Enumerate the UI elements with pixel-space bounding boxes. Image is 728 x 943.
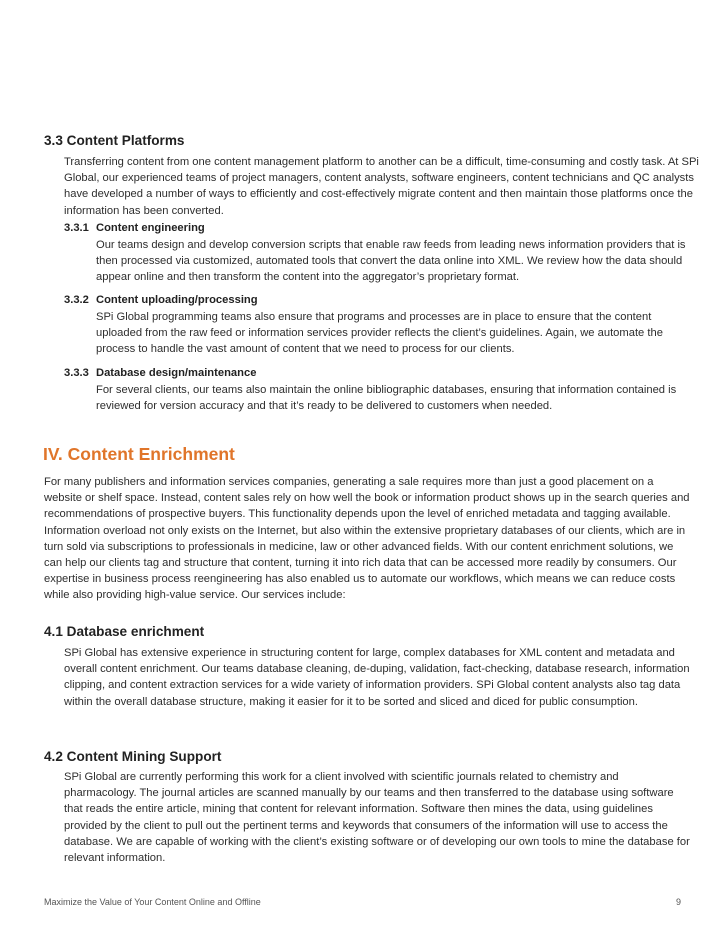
section-4-2-body: SPi Global are currently performing this work for a client involved with scientific journals related to chemistry and pharmacology. The journal articles are scanned manually by our teams and then transferred to the database using software that reads the entire article, mining that content for relevant information. Software then mines the data, using guidelines provided by the client to pull out the pertinent terms and keywords that consumers of the information will use to access the database. We are capable of working with the client’s existing software or of developing our own tools to mine the database for relevant information. <box>64 771 690 865</box>
section-4-1-body: SPi Global has extensive experience in structuring content for large, complex databases for XML content and metadata and overall content enrichment. Our teams database cleaning, de-duping, validation, fact-checking, database research, information clipping, and content extraction services for a wide variety of information providers. SPi Global content analysts also tag data within the overall database structure, making it easier for it to be sorted and sliced and diced for public consumption. <box>64 647 690 708</box>
subsection-3-3-2-body: SPi Global programming teams also ensure that programs and processes are in place to ensure that the content uploaded from the raw feed or information services provider reflects the client’s guidelines. Again, we automate the process to handle the vast amount of content that we need to process for our clients. <box>96 311 663 356</box>
section-iv-heading: IV. Content Enrichment <box>43 444 235 464</box>
section-iv-body: For many publishers and information services companies, generating a sale requires more than just a good placement on a website or shelf space. Instead, content sales rely on how well the book or information product shows up in the search queries and recommendations of prospective buyers. This functionality depends upon the level of enriched metadata and tagging available. Information overload not only exists on the Internet, but also within the extensive proprietary databases of our clients, which are in turn sold via subscriptions to professionals in medicine, law or other advanced fields. With our content enrichment solutions, we can help our clients tag and structure that content, turning it into rich data that can be accessed more readily by consumers. Our expertise in business process reengineering has also enabled us to automate our workflows, which means we can reduce costs while also providing high-value service. Our services include: <box>44 476 690 602</box>
subsection-3-3-3-body: For several clients, our teams also maintain the online bibliographic databases, ensuring that information contained is reviewed for version accuracy and that it’s ready to be delivered to customers when needed. <box>96 384 677 413</box>
section-3-3-body: Transferring content from one content management platform to another can be a difficult, time-consuming and costly task. At SPi Global, our experienced teams of project managers, content analysts, software engineers, content technicians and QC analysts have developed a number of ways to efficiently and cost-effectively migrate content and then maintain those platforms once the information has been converted. <box>64 156 699 217</box>
section-4-2-heading: 4.2 Content Mining Support <box>44 749 222 764</box>
subsection-3-3-2-title: Content uploading/processing <box>96 294 258 306</box>
section-3-3-heading: 3.3 Content Platforms <box>44 133 185 148</box>
subsection-3-3-3-title: Database design/maintenance <box>96 367 257 379</box>
subsection-3-3-1-body: Our teams design and develop conversion scripts that enable raw feeds from leading news information providers that is then processed via customized, automated tools that convert the data online into XML. We review how the data should appear online and then transform the content into the aggregator’s proprietary format. <box>96 239 686 284</box>
subsection-3-3-2-number: 3.3.2 <box>64 294 89 306</box>
subsection-3-3-1-title: Content engineering <box>96 222 205 234</box>
subsection-3-3-3-number: 3.3.3 <box>64 367 89 379</box>
section-4-1-heading: 4.1 Database enrichment <box>44 624 205 639</box>
page-number: 9 <box>676 897 682 907</box>
subsection-3-3-1-number: 3.3.1 <box>64 222 89 234</box>
footer-title: Maximize the Value of Your Content Online and Offline <box>44 897 261 907</box>
